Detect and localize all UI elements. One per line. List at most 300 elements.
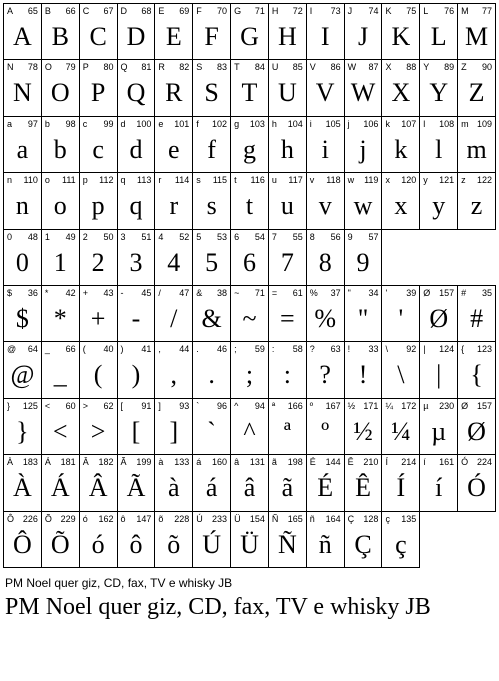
glyph-label	[83, 514, 114, 525]
glyph-cell	[381, 454, 420, 511]
glyph-label-code: 114	[174, 175, 190, 186]
glyph-sample: ^	[243, 416, 256, 446]
glyph-label-char: 4	[158, 231, 164, 242]
glyph-sample: f	[207, 134, 216, 164]
glyph-label	[234, 401, 265, 412]
glyph-sample: &	[201, 304, 222, 333]
glyph-cell	[344, 341, 383, 398]
glyph-label	[310, 119, 341, 130]
glyph-sample: Ü	[240, 529, 259, 559]
glyph-cell	[117, 511, 156, 568]
glyph-label	[385, 401, 416, 412]
glyph-cell	[154, 116, 193, 173]
glyph-cell	[457, 398, 496, 455]
glyph-label	[310, 344, 341, 355]
glyph-sample: ½	[353, 416, 373, 446]
glyph-sample: 6	[242, 247, 256, 277]
glyph-label-code: 164	[325, 513, 341, 524]
glyph-label-code: 49	[65, 231, 76, 242]
glyph-cell	[230, 341, 269, 398]
glyph-label-char: e	[158, 118, 164, 129]
glyph-label-code: 58	[292, 344, 303, 355]
glyph-label-code: 233	[212, 513, 228, 524]
glyph-cell	[344, 116, 383, 173]
glyph-label-char: 7	[271, 231, 277, 242]
glyph-sample: R	[165, 78, 183, 108]
glyph-sample: 4	[167, 247, 181, 277]
glyph-label-code: 60	[65, 400, 76, 411]
glyph-sample: D	[126, 22, 146, 51]
glyph-label-char: i	[309, 118, 312, 129]
glyph-label-code: 75	[406, 6, 417, 16]
glyph-label	[196, 344, 227, 355]
glyph-label-char: C	[82, 6, 90, 16]
glyph-sample: 7	[280, 247, 294, 277]
glyph-label-char: l	[423, 118, 426, 129]
glyph-sample: µ	[431, 416, 447, 446]
glyph-label	[7, 62, 38, 73]
glyph-label-char: b	[44, 118, 50, 129]
glyph-label-code: 147	[136, 513, 152, 524]
glyph-label-code: 108	[439, 118, 455, 129]
glyph-sample: L	[430, 22, 447, 51]
glyph-cell	[117, 59, 156, 116]
glyph-cell	[419, 172, 458, 229]
glyph-label-char: Ü	[234, 513, 241, 524]
glyph-cell	[306, 172, 345, 229]
glyph-sample: 1	[53, 247, 67, 277]
glyph-cell	[192, 172, 231, 229]
glyph-label-code: 80	[103, 62, 114, 73]
glyph-label-code: 94	[254, 400, 265, 411]
glyph-sample: ¼	[391, 416, 411, 446]
glyph-sample: u	[280, 191, 294, 221]
glyph-label	[158, 344, 189, 355]
glyph-label	[385, 457, 416, 468]
glyph-label-code: 88	[406, 62, 417, 73]
glyph-label-code: 230	[439, 400, 455, 411]
glyph-cell	[3, 285, 42, 342]
glyph-label	[83, 232, 114, 243]
glyph-sample: à	[168, 473, 180, 503]
glyph-sample: `	[207, 416, 216, 446]
glyph-label-code: 154	[249, 513, 265, 524]
glyph-sample: z	[470, 191, 483, 221]
glyph-sample: e	[168, 134, 180, 164]
glyph-sample: 2	[91, 247, 105, 277]
glyph-sample: n	[15, 191, 29, 221]
glyph-label	[348, 232, 379, 243]
glyph-sample: W	[350, 78, 376, 108]
glyph-label-char: n	[7, 175, 13, 186]
glyph-cell	[381, 3, 420, 60]
glyph-cell	[154, 341, 193, 398]
glyph-label-code: 105	[325, 118, 341, 129]
glyph-sample: Ø	[429, 304, 449, 333]
glyph-cell	[306, 59, 345, 116]
glyph-label	[196, 62, 227, 73]
glyph-cell	[306, 511, 345, 568]
glyph-label	[7, 514, 38, 525]
glyph-sample: Ã	[126, 473, 146, 503]
glyph-label-code: 79	[65, 62, 76, 73]
glyph-sample: i	[321, 134, 329, 164]
glyph-label-code: 46	[217, 344, 228, 355]
glyph-label-code: 67	[103, 6, 114, 16]
glyph-label-code: 182	[98, 457, 114, 468]
glyph-label-code: 55	[292, 231, 303, 242]
glyph-label	[234, 6, 265, 17]
glyph-label	[121, 344, 152, 355]
glyph-label	[45, 344, 76, 355]
glyph-label-char: <	[44, 400, 51, 411]
glyph-label-code: 59	[254, 344, 265, 355]
glyph-label	[158, 175, 189, 186]
glyph-sample: }	[16, 416, 29, 446]
glyph-label-char: ¼	[385, 400, 393, 411]
glyph-label	[45, 457, 76, 468]
glyph-sample: |	[436, 360, 442, 390]
glyph-cell	[230, 398, 269, 455]
glyph-label-char: O	[44, 62, 52, 73]
glyph-label	[423, 401, 454, 412]
glyph-sample: :	[283, 360, 291, 390]
glyph-label-char: M	[461, 6, 469, 16]
glyph-label	[45, 232, 76, 243]
glyph-cell	[154, 59, 193, 116]
glyph-cell	[79, 341, 118, 398]
glyph-label-char: F	[196, 6, 202, 16]
glyph-label	[158, 232, 189, 243]
glyph-label	[45, 119, 76, 130]
glyph-label-code: 81	[141, 62, 152, 73]
glyph-cell	[117, 341, 156, 398]
glyph-sample: l	[435, 134, 443, 164]
glyph-label-char: :	[271, 344, 275, 355]
glyph-label-char: t	[234, 175, 237, 186]
glyph-cell	[381, 398, 420, 455]
glyph-label-code: 51	[141, 231, 152, 242]
glyph-label-char: ,	[158, 344, 161, 355]
glyph-label-char: J	[347, 6, 353, 16]
glyph-label-code: 44	[179, 344, 190, 355]
glyph-label-char: f	[196, 118, 199, 129]
glyph-label	[461, 344, 492, 355]
glyph-sample: ;	[245, 360, 254, 390]
glyph-label	[158, 119, 189, 130]
glyph-label-char: N	[7, 62, 14, 73]
glyph-sample: -	[131, 304, 141, 333]
glyph-sample: Y	[429, 78, 449, 108]
glyph-label-char: z	[461, 175, 466, 186]
glyph-cell	[268, 341, 307, 398]
glyph-cell	[419, 3, 458, 60]
glyph-cell	[230, 229, 269, 286]
glyph-label-char: ;	[234, 344, 237, 355]
glyph-label-code: 71	[254, 288, 265, 298]
glyph-label-code: 99	[103, 118, 114, 129]
glyph-cell	[306, 341, 345, 398]
glyph-label-code: 68	[141, 6, 152, 16]
glyph-cell	[344, 285, 383, 342]
glyph-label	[45, 62, 76, 73]
glyph-label-code: 122	[476, 175, 492, 186]
glyph-label	[272, 119, 303, 130]
glyph-label-char: ~	[234, 288, 240, 298]
glyph-label-char: µ	[423, 400, 429, 411]
glyph-label-char: g	[234, 118, 240, 129]
glyph-label-code: 50	[103, 231, 114, 242]
glyph-label-char: d	[120, 118, 126, 129]
glyph-sample: ]	[169, 416, 179, 446]
glyph-label	[348, 288, 379, 299]
glyph-sample: H	[277, 22, 297, 51]
glyph-label	[121, 457, 152, 468]
glyph-label-code: 89	[444, 62, 455, 73]
glyph-sample: É	[317, 473, 334, 503]
glyph-label	[158, 401, 189, 412]
glyph-label-code: 133	[174, 457, 190, 468]
glyph-label	[83, 457, 114, 468]
glyph-label-code: 110	[23, 175, 38, 186]
glyph-label-char: õ	[158, 513, 164, 524]
glyph-sample: 9	[356, 247, 370, 277]
glyph-label-char: v	[309, 175, 315, 186]
glyph-sample: #	[470, 304, 484, 333]
glyph-label	[234, 344, 265, 355]
glyph-sample: !	[358, 360, 368, 390]
glyph-label-code: 118	[326, 175, 341, 186]
glyph-cell	[79, 285, 118, 342]
glyph-sample: m	[466, 134, 487, 164]
glyph-label	[385, 344, 416, 355]
glyph-sample: j	[359, 134, 367, 164]
glyph-label-char: ã	[271, 457, 277, 468]
glyph-label-char: 2	[82, 231, 88, 242]
glyph-label-code: 78	[27, 62, 38, 73]
glyph-label	[45, 401, 76, 412]
glyph-label	[83, 119, 114, 130]
glyph-label-code: 92	[406, 344, 417, 355]
glyph-label-char: S	[196, 62, 203, 73]
glyph-label-char: ^	[234, 400, 239, 411]
glyph-label	[121, 119, 152, 130]
glyph-label	[196, 6, 227, 17]
glyph-sample: ç	[395, 529, 407, 559]
glyph-label-code: 69	[179, 6, 190, 16]
glyph-label	[7, 457, 38, 468]
glyph-label	[423, 344, 454, 355]
glyph-label-char: À	[7, 457, 14, 468]
glyph-cell	[41, 511, 80, 568]
glyph-cell	[268, 3, 307, 60]
glyph-sample: À	[13, 473, 32, 503]
glyph-label-char: ó	[82, 513, 88, 524]
glyph-label	[348, 514, 379, 525]
glyph-label	[121, 62, 152, 73]
glyph-cell	[3, 3, 42, 60]
glyph-cell	[381, 511, 420, 568]
glyph-cell	[192, 398, 231, 455]
glyph-label-char: I	[309, 6, 313, 16]
glyph-label	[83, 401, 114, 412]
glyph-sample: /	[170, 304, 178, 333]
glyph-label-char: Ñ	[271, 513, 279, 524]
glyph-label-char: Ú	[196, 513, 203, 524]
glyph-label-code: 229	[60, 513, 76, 524]
glyph-label-char: E	[158, 6, 165, 16]
glyph-sample: G	[240, 22, 259, 51]
glyph-sample: Â	[88, 473, 108, 503]
glyph-label	[461, 6, 492, 17]
glyph-label	[121, 288, 152, 299]
glyph-cell	[381, 116, 420, 173]
glyph-label-char: à	[158, 457, 164, 468]
glyph-label	[7, 175, 38, 186]
glyph-label	[272, 344, 303, 355]
glyph-cell	[268, 116, 307, 173]
glyph-label	[234, 232, 265, 243]
glyph-sample: t	[245, 191, 254, 221]
glyph-label	[348, 401, 379, 412]
glyph-label-char: V	[309, 62, 316, 73]
glyph-sample: $	[15, 304, 29, 333]
glyph-cell	[117, 285, 156, 342]
glyph-label-code: 83	[217, 62, 228, 73]
glyph-cell	[41, 116, 80, 173]
glyph-cell	[419, 59, 458, 116]
glyph-sample: O	[50, 78, 70, 108]
glyph-sample: w	[353, 191, 373, 221]
glyph-sample: E	[165, 22, 182, 51]
glyph-label	[83, 62, 114, 73]
glyph-label-code: 228	[174, 513, 190, 524]
glyph-cell	[230, 285, 269, 342]
glyph-label	[423, 62, 454, 73]
glyph-label	[272, 232, 303, 243]
glyph-label-char: W	[347, 62, 357, 73]
glyph-label-char: `	[196, 400, 200, 411]
glyph-sample: Õ	[50, 529, 70, 559]
glyph-label-code: 116	[250, 175, 265, 186]
glyph-cell	[344, 172, 383, 229]
glyph-sample: )	[131, 360, 141, 390]
glyph-cell	[41, 172, 80, 229]
glyph-label-char: 1	[44, 231, 50, 242]
glyph-cell	[41, 3, 80, 60]
glyph-label-char: É	[309, 457, 316, 468]
glyph-sample: Ê	[355, 473, 371, 503]
glyph-sample: Ø	[467, 416, 486, 446]
glyph-label-code: 43	[103, 288, 114, 298]
glyph-label-code: 226	[22, 513, 38, 524]
glyph-label-char: p	[82, 175, 88, 186]
glyph-label	[461, 288, 492, 299]
glyph-label-char: â	[234, 457, 240, 468]
glyph-cell	[79, 59, 118, 116]
glyph-label-char: 0	[7, 231, 13, 242]
glyph-label	[196, 457, 227, 468]
glyph-sample: ã	[281, 473, 294, 503]
glyph-label-code: 171	[363, 400, 379, 411]
glyph-cell	[154, 454, 193, 511]
glyph-label	[272, 457, 303, 468]
glyph-label-char: K	[385, 6, 392, 16]
glyph-cell	[419, 116, 458, 173]
glyph-sample: U	[277, 78, 297, 108]
glyph-label	[45, 175, 76, 186]
glyph-label	[196, 288, 227, 299]
glyph-label	[461, 119, 492, 130]
glyph-label-code: 34	[368, 288, 379, 298]
glyph-sample: ó	[91, 529, 105, 559]
glyph-label	[121, 232, 152, 243]
glyph-label-char: 6	[234, 231, 240, 242]
glyph-label	[158, 288, 189, 299]
glyph-cell	[457, 454, 496, 511]
glyph-cell	[268, 172, 307, 229]
glyph-label-char: "	[347, 288, 351, 298]
glyph-label-char: ]	[158, 400, 161, 411]
glyph-sample: (	[93, 360, 103, 390]
glyph-label-code: 199	[136, 457, 152, 468]
glyph-label	[310, 232, 341, 243]
glyph-label-code: 53	[217, 231, 228, 242]
glyph-sample: [	[131, 416, 141, 446]
glyph-label-code: 165	[287, 513, 303, 524]
glyph-sample: ª	[283, 416, 291, 446]
glyph-label-code: 42	[65, 288, 76, 298]
glyph-label-code: 66	[65, 6, 76, 16]
glyph-sample: Q	[126, 78, 146, 108]
glyph-cell	[457, 285, 496, 342]
glyph-label-code: 172	[401, 400, 417, 411]
glyph-label-char: m	[461, 118, 469, 129]
glyph-label	[83, 6, 114, 17]
glyph-cell	[457, 341, 496, 398]
glyph-label	[423, 457, 454, 468]
glyph-label-code: 61	[292, 288, 303, 298]
glyph-label-char: í	[423, 457, 426, 468]
glyph-label-char: u	[271, 175, 277, 186]
glyph-label	[385, 6, 416, 17]
glyph-label-code: 119	[364, 175, 379, 186]
glyph-sample: B	[51, 22, 69, 51]
glyph-cell	[192, 3, 231, 60]
glyph-cell	[230, 3, 269, 60]
glyph-cell	[79, 511, 118, 568]
glyph-sample: y	[432, 191, 446, 221]
glyph-label-char: +	[82, 288, 88, 298]
glyph-sample: Z	[468, 78, 485, 108]
glyph-sample: S	[204, 78, 219, 108]
glyph-sample: \	[397, 360, 405, 390]
glyph-label-char: á	[196, 457, 202, 468]
glyph-cell	[457, 116, 496, 173]
glyph-label-code: 131	[249, 457, 265, 468]
glyph-cell	[154, 511, 193, 568]
glyph-label-code: 45	[141, 288, 152, 298]
glyph-cell	[117, 229, 156, 286]
glyph-cell	[3, 511, 42, 568]
glyph-sample: Ñ	[277, 529, 297, 559]
glyph-sample: <	[52, 416, 68, 446]
glyph-label-code: 48	[27, 231, 38, 242]
glyph-sample: =	[280, 304, 295, 333]
glyph-cell	[192, 341, 231, 398]
glyph-label	[45, 6, 76, 17]
glyph-label	[272, 514, 303, 525]
